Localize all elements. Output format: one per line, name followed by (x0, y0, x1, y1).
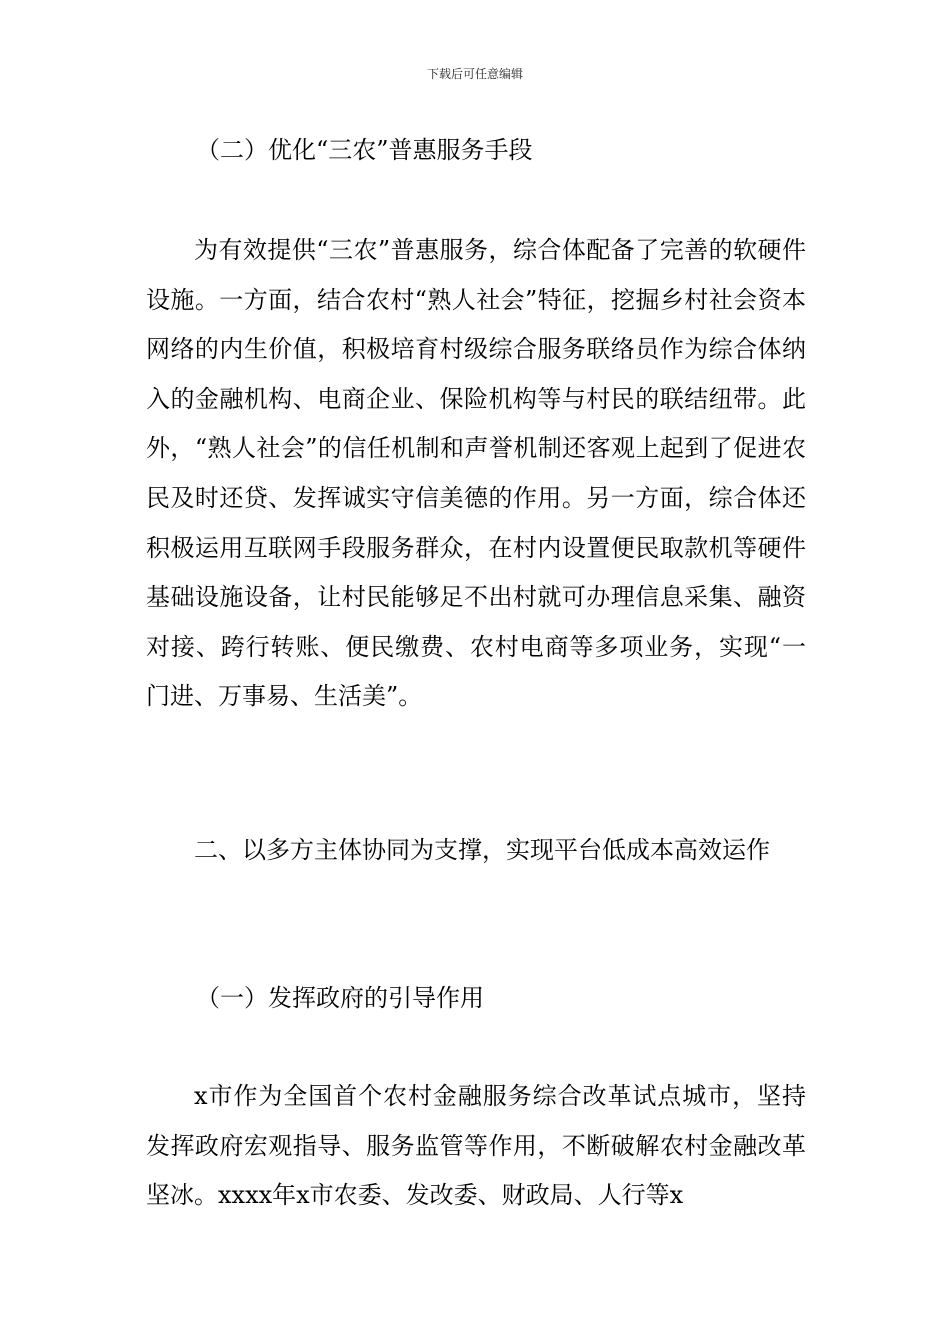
paragraph-government: x市作为全国首个农村金融服务综合改革试点城市，坚持发挥政府宏观指导、服务监管等作用，不断破解农村金融改革坚冰。xxxx年x市农委、发改委、财政局、人行等x (146, 1082, 806, 1210)
section-heading-multi-party: 二、以多方主体协同为支撑，实现平台低成本高效运作 (194, 836, 770, 864)
sub-heading-optimize-services: （二）优化“三农”普惠服务手段 (196, 136, 533, 164)
sub-heading-government-role: （一）发挥政府的引导作用 (196, 984, 484, 1012)
page-header-note: 下载后可任意编辑 (426, 67, 523, 81)
paragraph-services: 为有效提供“三农”普惠服务，综合体配备了完善的软硬件设施。一方面，结合农村“熟人社会”特征，挖掘乡村社会资本网络的内生价值，积极培育村级综合服务联络员作为综合体纳入的金融机构、电商企业、保险机构等与村民的联结纽带。此外，“熟人社会”的信任机制和声誉机制还客观上起到了促进农民及时还贷、发挥诚实守信美德的作用。另一方面，综合体还积极运用互联网手段服务群众，在村内设置便民取款机等硬件基础设施设备，让村民能够足不出村就可办理信息采集、融资对接、跨行转账、便民缴费、农村电商等多项业务，实现“一门进、万事易、生活美”。 (146, 236, 806, 711)
